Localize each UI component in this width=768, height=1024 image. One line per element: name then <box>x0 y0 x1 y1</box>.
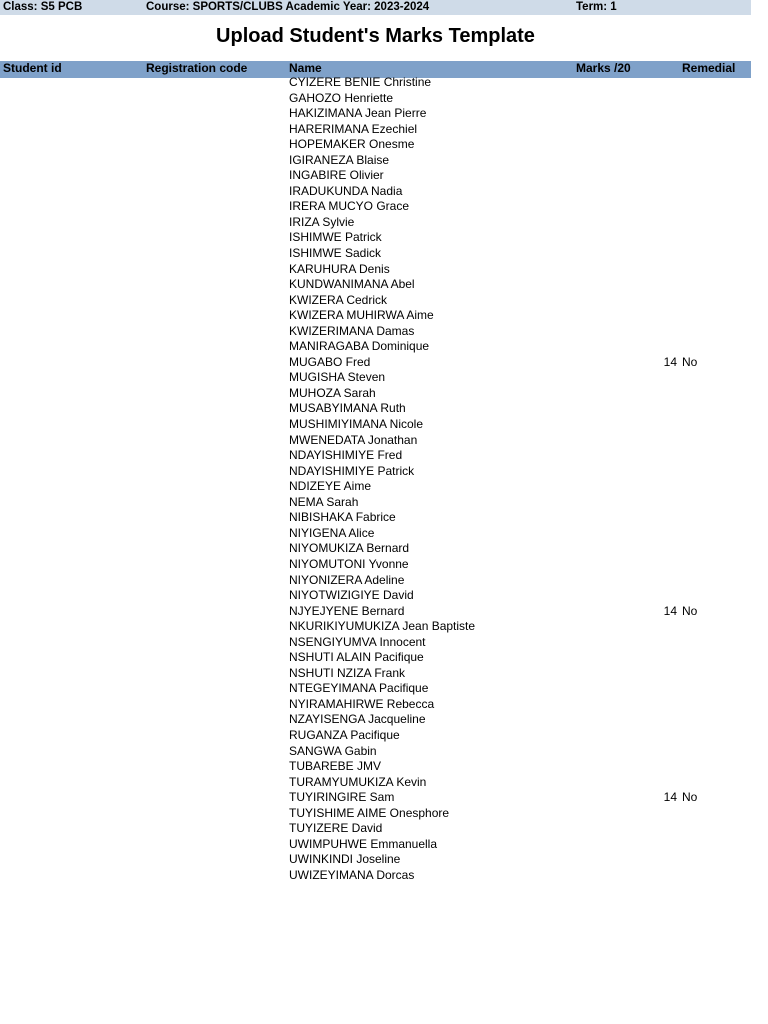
student-name-cell: INGABIRE Olivier <box>289 168 384 183</box>
table-row <box>0 619 751 635</box>
table-row <box>0 806 751 822</box>
table-row <box>0 495 751 511</box>
table-row <box>0 122 751 138</box>
student-name-cell: NSHUTI ALAIN Pacifique <box>289 650 424 665</box>
header-student-id: Student id <box>3 61 62 75</box>
remedial-cell: No <box>682 790 698 805</box>
student-name-cell: MUHOZA Sarah <box>289 385 376 400</box>
table-row <box>0 448 751 464</box>
student-name-cell: GAHOZO Henriette <box>289 90 394 105</box>
class-info-bar <box>0 0 751 15</box>
table-row <box>0 137 751 153</box>
student-name-cell: NSENGIYUMVA Innocent <box>289 634 426 649</box>
table-row <box>0 417 751 433</box>
table-row <box>0 744 751 760</box>
student-name-cell: NIYOTWIZIGIYE David <box>289 588 414 603</box>
table-row <box>0 479 751 495</box>
student-name-cell: NIYIGENA Alice <box>289 525 375 540</box>
table-row <box>0 510 751 526</box>
term-label: Term: 1 <box>576 1 617 13</box>
student-name-cell: IRIZA Sylvie <box>289 214 355 229</box>
header-remedial: Remedial <box>682 61 736 75</box>
student-name-cell: NDAYISHIMIYE Patrick <box>289 463 415 478</box>
table-row <box>0 277 751 293</box>
table-row <box>0 635 751 651</box>
table-row <box>0 355 751 371</box>
table-row <box>0 775 751 791</box>
student-name-cell: HAKIZIMANA Jean Pierre <box>289 106 427 121</box>
table-row <box>0 712 751 728</box>
table-row <box>0 681 751 697</box>
student-name-cell: NIYONIZERA Adeline <box>289 572 405 587</box>
student-name-cell: UWIZEYIMANA Dorcas <box>289 867 415 882</box>
student-name-cell: NZAYISENGA Jacqueline <box>289 712 426 727</box>
table-row <box>0 557 751 573</box>
student-name-cell: KWIZERA Cedrick <box>289 292 388 307</box>
table-row <box>0 650 751 666</box>
student-name-cell: KWIZERIMANA Damas <box>289 323 415 338</box>
table-row <box>0 184 751 200</box>
marks-cell: 14 <box>663 603 677 618</box>
student-name-cell: MANIRAGABA Dominique <box>289 339 430 354</box>
student-name-cell: NSHUTI NZIZA Frank <box>289 665 406 680</box>
marks-cell: 14 <box>663 354 677 369</box>
table-row <box>0 246 751 262</box>
student-name-cell: MWENEDATA Jonathan <box>289 432 418 447</box>
table-row <box>0 199 751 215</box>
student-name-cell: NEMA Sarah <box>289 494 359 509</box>
table-row <box>0 324 751 340</box>
marks-cell: 14 <box>663 790 677 805</box>
student-name-cell: IGIRANEZA Blaise <box>289 152 390 167</box>
table-row <box>0 868 751 884</box>
class-label: Class: S5 PCB <box>3 1 83 13</box>
header-name: Name <box>289 61 322 75</box>
student-name-cell: UWIMPUHWE Emmanuella <box>289 836 438 851</box>
header-marks: Marks /20 <box>576 61 631 75</box>
table-row <box>0 541 751 557</box>
table-row <box>0 262 751 278</box>
student-name-cell: HOPEMAKER Onesme <box>289 137 415 152</box>
student-name-cell: KWIZERA MUHIRWA Aime <box>289 308 434 323</box>
student-name-cell: ISHIMWE Patrick <box>289 230 382 245</box>
student-name-cell: NKURIKIYUMUKIZA Jean Baptiste <box>289 619 476 634</box>
student-name-cell: MUSABYIMANA Ruth <box>289 401 406 416</box>
student-name-cell: IRADUKUNDA Nadia <box>289 183 403 198</box>
table-row <box>0 604 751 620</box>
table-row <box>0 370 751 386</box>
table-row <box>0 75 751 91</box>
table-row <box>0 401 751 417</box>
student-name-cell: MUSHIMIYIMANA Nicole <box>289 417 424 432</box>
table-row <box>0 293 751 309</box>
table-row <box>0 91 751 107</box>
table-row <box>0 666 751 682</box>
student-name-cell: RUGANZA Pacifique <box>289 727 400 742</box>
table-row <box>0 573 751 589</box>
table-row <box>0 728 751 744</box>
table-row <box>0 433 751 449</box>
table-row <box>0 339 751 355</box>
remedial-cell: No <box>682 354 698 369</box>
student-name-cell: NYIRAMAHIRWE Rebecca <box>289 696 435 711</box>
table-row <box>0 588 751 604</box>
student-name-cell: ISHIMWE Sadick <box>289 246 382 261</box>
student-name-cell: IRERA MUCYO Grace <box>289 199 410 214</box>
page-title: Upload Student's Marks Template <box>216 25 535 47</box>
table-row <box>0 837 751 853</box>
table-row <box>0 386 751 402</box>
student-name-cell: UWINKINDI Joseline <box>289 852 401 867</box>
student-name-cell: TUYIZERE David <box>289 821 383 836</box>
student-name-cell: TUBAREBE JMV <box>289 759 382 774</box>
table-row <box>0 153 751 169</box>
table-row <box>0 821 751 837</box>
student-name-cell: NDIZEYE Aime <box>289 479 372 494</box>
student-name-cell: MUGABO Fred <box>289 354 371 369</box>
student-name-cell: NIBISHAKA Fabrice <box>289 510 396 525</box>
student-name-cell: KUNDWANIMANA Abel <box>289 277 415 292</box>
student-name-cell: CYIZERE BENIE Christine <box>289 75 432 89</box>
student-name-cell: NIYOMUKIZA Bernard <box>289 541 410 556</box>
student-name-cell: TUYIRINGIRE Sam <box>289 790 395 805</box>
table-row <box>0 759 751 775</box>
table-row <box>0 230 751 246</box>
student-name-cell: TURAMYUMUKIZA Kevin <box>289 774 427 789</box>
table-row <box>0 790 751 806</box>
table-row <box>0 106 751 122</box>
table-row <box>0 697 751 713</box>
remedial-cell: No <box>682 603 698 618</box>
table-row <box>0 852 751 868</box>
student-name-cell: NTEGEYIMANA Pacifique <box>289 681 429 696</box>
student-name-cell: KARUHURA Denis <box>289 261 390 276</box>
table-row <box>0 168 751 184</box>
student-name-cell: NJYEJYENE Bernard <box>289 603 405 618</box>
student-name-cell: NIYOMUTONI Yvonne <box>289 556 409 571</box>
student-rows <box>0 75 751 883</box>
table-row <box>0 526 751 542</box>
student-name-cell: TUYISHIME AIME Onesphore <box>289 805 450 820</box>
student-name-cell: SANGWA Gabin <box>289 743 377 758</box>
table-row <box>0 308 751 324</box>
student-name-cell: HARERIMANA Ezechiel <box>289 121 418 136</box>
course-year-label: Course: SPORTS/CLUBS Academic Year: 2023-2024 <box>146 1 430 13</box>
table-row <box>0 215 751 231</box>
student-name-cell: NDAYISHIMIYE Fred <box>289 448 403 463</box>
header-registration-code: Registration code <box>146 61 248 75</box>
student-name-cell: MUGISHA Steven <box>289 370 386 385</box>
table-row <box>0 464 751 480</box>
